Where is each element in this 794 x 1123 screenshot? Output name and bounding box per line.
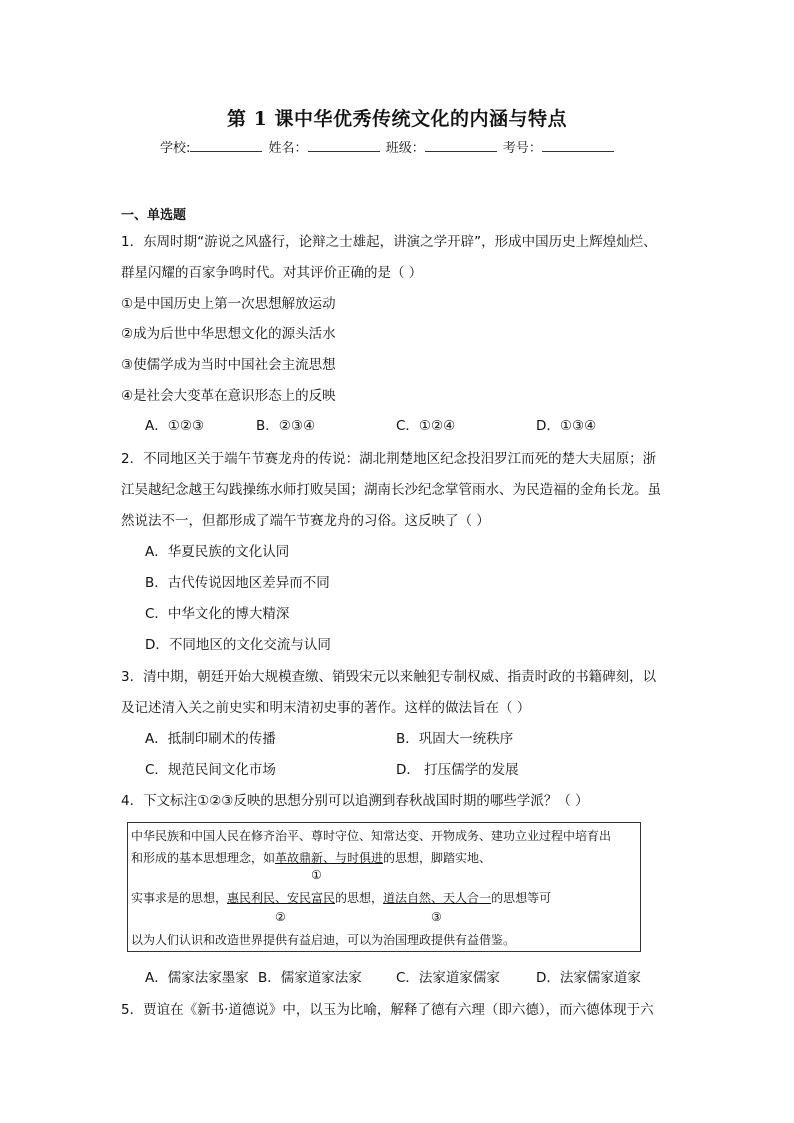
q1-statement-4: ④是社会大变革在意识形态上的反映 [121, 388, 336, 404]
school-field[interactable] [190, 138, 262, 152]
q1-stem-line2: 群星闪耀的百家争鸣时代。对其评价正确的是（ ） [121, 265, 423, 281]
quote-line-4: 以为人们认识和改造世界提供有益启迪，可以为治国理政提供有益借鉴。 [131, 933, 516, 947]
school-label: 学校: [160, 141, 191, 156]
q4-option-a[interactable]: A．儒家法家墨家 [145, 970, 249, 986]
q4-option-c[interactable]: C．法家道家儒家 [396, 970, 500, 986]
q1-option-d[interactable]: D．①③④ [536, 418, 597, 434]
q5-stem-line1: 5．贾谊在《新书·道德说》中，以玉为比喻，解释了德有六理（即六德），而六德体现于六 [121, 1002, 654, 1018]
q4-quote-box [127, 822, 641, 952]
q4-option-b[interactable]: B．儒家道家法家 [258, 970, 362, 986]
q2-stem-line2: 江吴越纪念越王勾践操练水师打败吴国；湖南长沙纪念掌管雨水、为民造福的金角长龙。虽 [121, 482, 661, 498]
q4-stem-line1: 4．下文标注①②③反映的思想分别可以追溯到春秋战国时期的哪些学派？（ ） [121, 793, 589, 809]
q2-option-a[interactable]: A．华夏民族的文化认同 [145, 544, 290, 560]
q1-statement-1: ①是中国历史上第一次思想解放运动 [121, 296, 336, 312]
q4-option-d[interactable]: D．法家儒家道家 [536, 970, 641, 986]
class-field[interactable] [425, 138, 497, 152]
quote-line-2 [131, 849, 491, 866]
name-field[interactable] [308, 138, 380, 152]
quote-underline-3: 道法自然、天人合一 [383, 891, 492, 905]
marker-3: ③ [431, 910, 442, 924]
q3-stem-line1: 3．清中期，朝廷开始大规模查缴、销毁宋元以来触犯专制权威、指责时政的书籍碑刻，以 [121, 669, 657, 685]
q1-option-b[interactable]: B．②③④ [256, 418, 316, 434]
q3-option-c[interactable]: C．规范民间文化市场 [145, 762, 276, 778]
section-heading: 一、单选题 [121, 208, 187, 223]
q1-statement-3: ③使儒学成为当时中国社会主流思想 [121, 357, 336, 373]
q1-statement-2: ②成为后世中华思想文化的源头活水 [121, 326, 336, 342]
exam-no-field[interactable] [542, 138, 614, 152]
q3-option-b[interactable]: B．巩固大一统秩序 [396, 731, 514, 747]
student-info-row [160, 137, 616, 156]
q2-stem-line1: 2．不同地区关于端午节赛龙舟的传说：湖北荆楚地区纪念投汨罗江而死的楚大夫屈原；浙 [121, 451, 657, 467]
marker-1: ① [311, 868, 322, 882]
q1-option-c[interactable]: C．①②④ [396, 418, 456, 434]
page-title: 第 1 课中华优秀传统文化的内涵与特点 [227, 108, 567, 130]
quote-text: 的思想，脚踏实地、 [383, 851, 492, 865]
quote-line-3 [131, 889, 551, 906]
class-label: 班级： [385, 141, 425, 156]
exam-no-label: 考号： [502, 141, 542, 156]
q2-option-c[interactable]: C．中华文化的博大精深 [145, 606, 290, 622]
quote-text: 的思想等可 [491, 891, 552, 905]
q2-option-d[interactable]: D．不同地区的文化交流与认同 [145, 637, 331, 653]
quote-underline-2: 惠民利民、安民富民 [227, 891, 336, 905]
name-label: 姓名： [268, 141, 308, 156]
q3-stem-line2: 及记述清入关之前史实和明末清初史事的著作。这样的做法旨在（ ） [121, 700, 531, 716]
quote-text: 和形成的基本思想理念，如 [131, 851, 276, 865]
q3-option-d[interactable]: D． 打压儒学的发展 [396, 762, 519, 778]
q2-option-b[interactable]: B．古代传说因地区差异而不同 [145, 575, 330, 591]
q1-option-a[interactable]: A．①②③ [145, 418, 205, 434]
quote-underline-1: 革故鼎新、与时俱进 [275, 851, 384, 865]
quote-text: 实事求是的思想， [131, 891, 228, 905]
q2-stem-line3: 然说法不一，但都形成了端午节赛龙舟的习俗。这反映了（ ） [121, 513, 490, 529]
quote-line-1: 中华民族和中国人民在修齐治平、尊时守位、知常达变、开物成务、建功立业过程中培育出 [131, 829, 612, 843]
quote-text: 的思想， [335, 891, 384, 905]
q1-stem-line1: 1．东周时期“游说之风盛行，论辩之士雄起，讲演之学开辟”，形成中国历史上辉煌灿烂、 [121, 234, 657, 250]
q3-option-a[interactable]: A．抵制印刷术的传播 [145, 731, 276, 747]
marker-2: ② [275, 910, 286, 924]
